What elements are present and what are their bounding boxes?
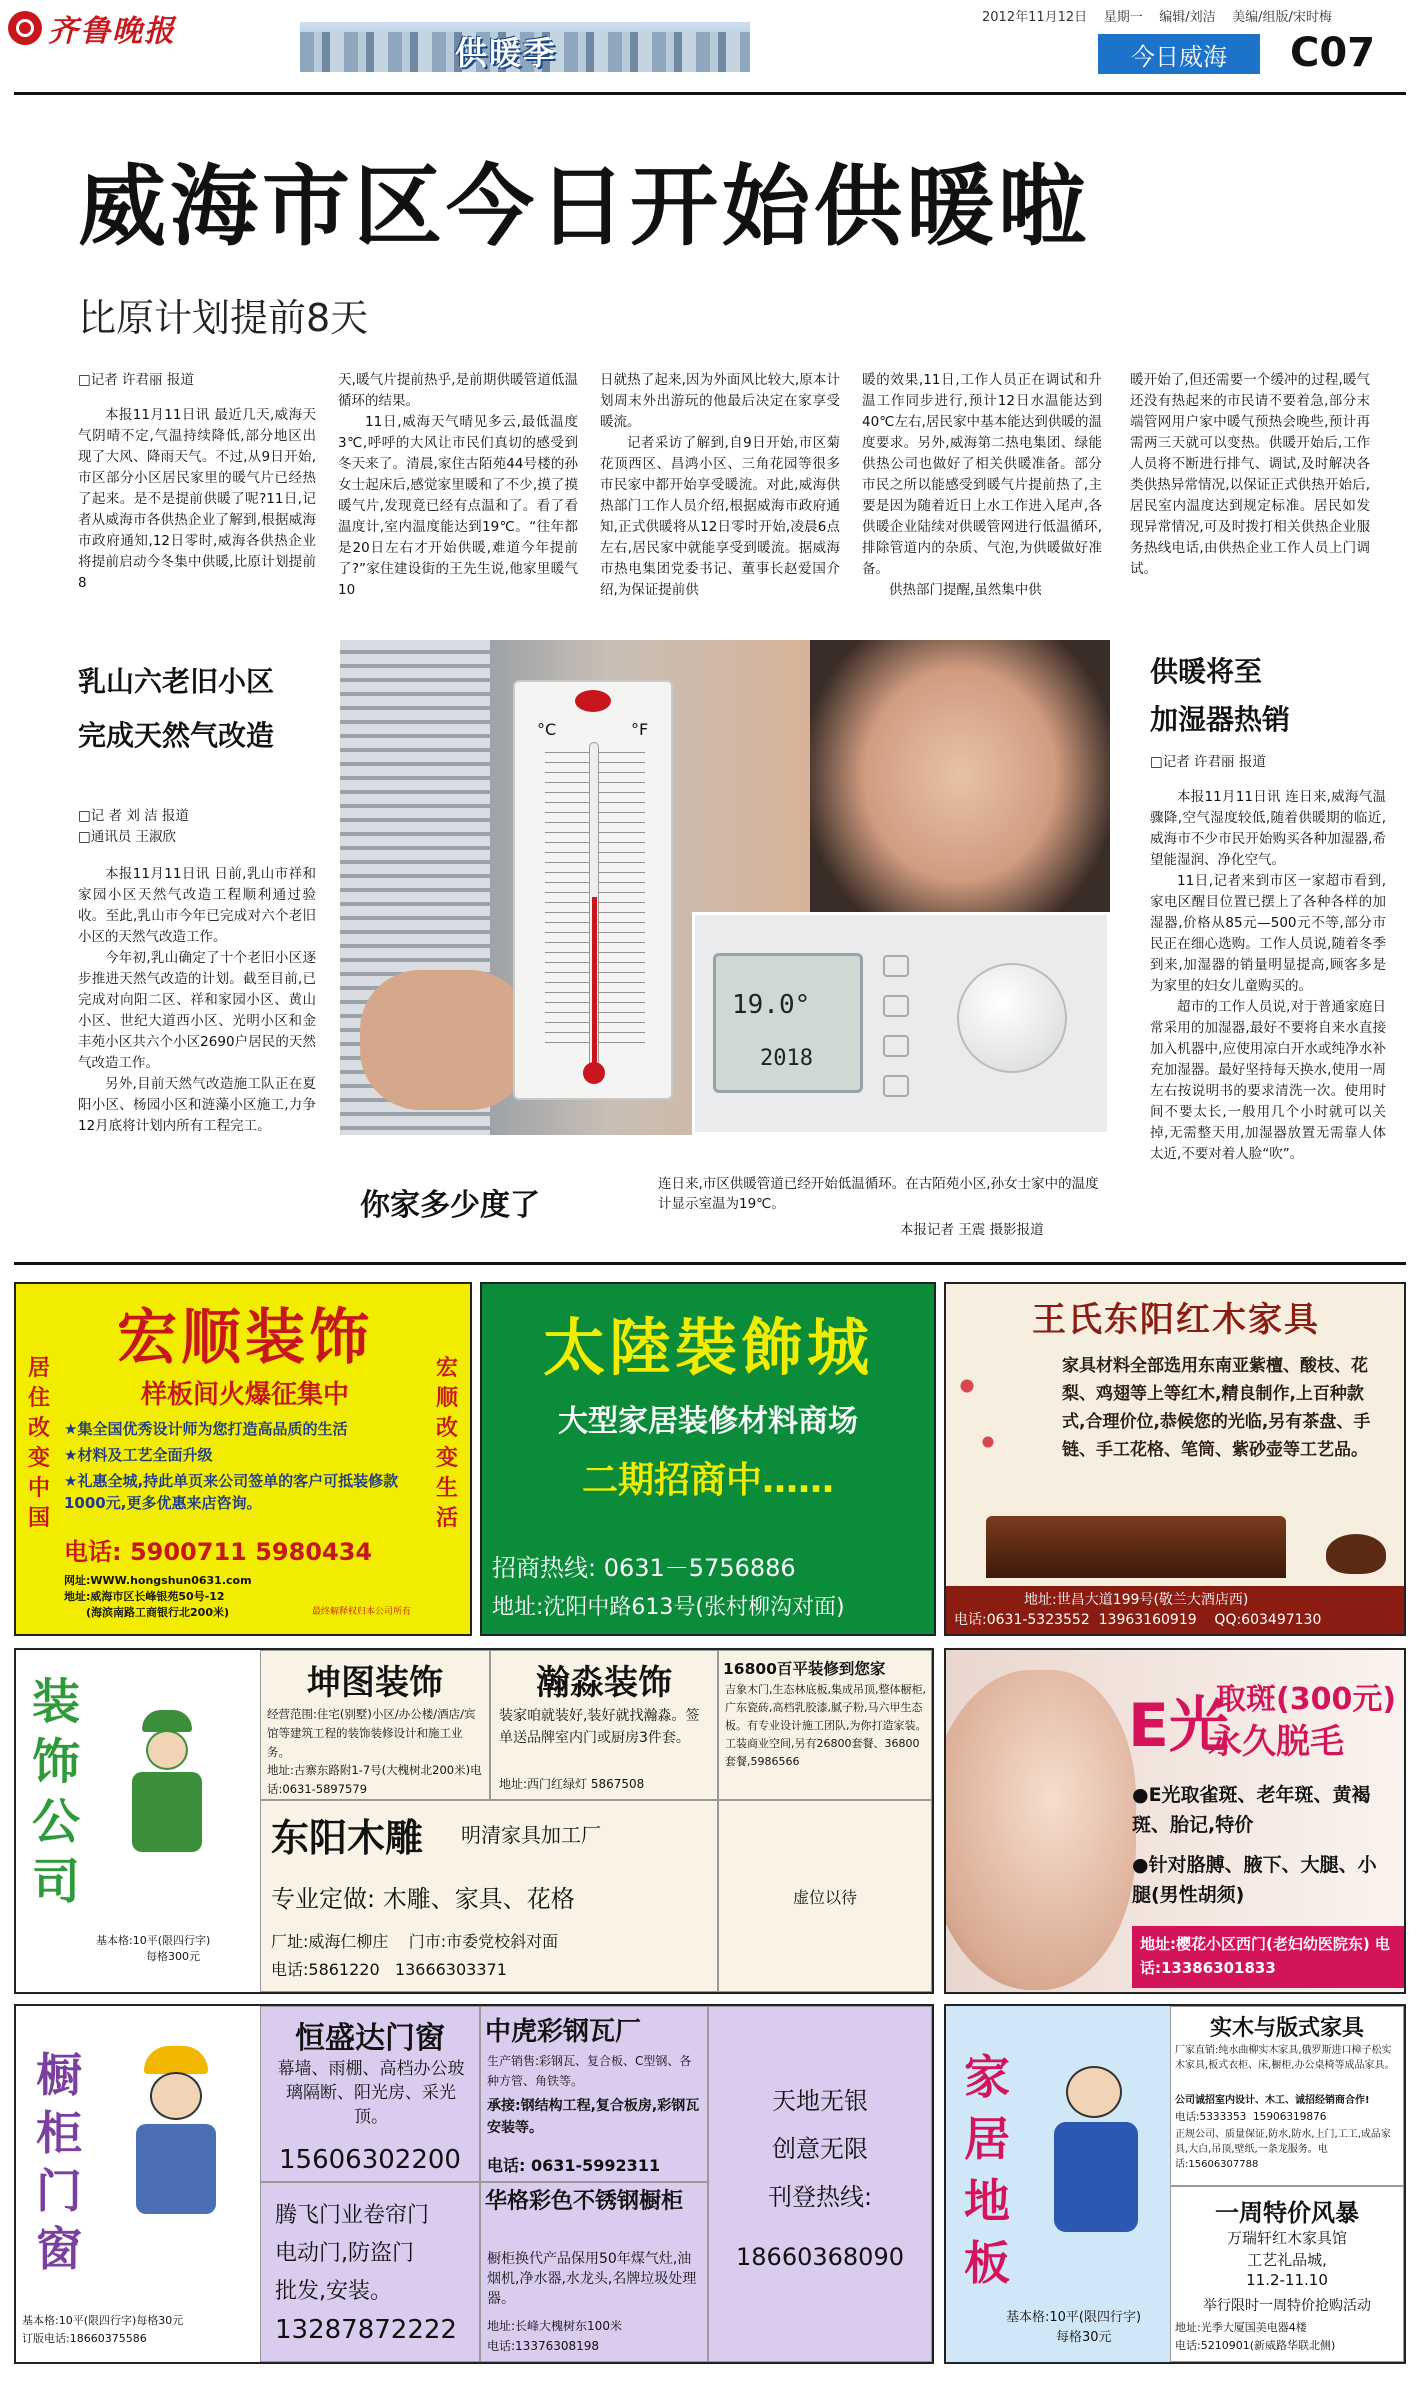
thermometer-fahrenheit-label: °F [631,720,649,739]
ad-tengfei-description: 腾飞门业卷帘门 电动门,防盗门 批发,安装。 [275,2203,430,2304]
ad-week [1170,2186,1404,2362]
hand-image [360,970,530,1110]
ad-dongyang-phone: 电话:5861220 13666303371 [271,1960,507,1979]
photo-credit: 本报记者 王震 摄影报道 [900,1222,1044,1238]
thermostat-temperature-readout: 19.0° [732,990,811,1020]
thermometer-celsius-label: °C [537,720,557,739]
news-bottom-rule [14,1262,1406,1265]
lead-paragraph: 本报11月11日讯 最近几天,威海天气阴晴不定,气温持续降低,部分地区出现了大风、降雨天气。不过,从9日开始,市区部分小区居民家里的暖气片已经热了起来。是不是提前供暖了呢?11日,记者从威海市各供热企业了解到,根据威海市政府通知,12日零时,威海各供热企业将提前启动今冬集中供暖,比原计划提前8 [78,407,316,591]
ad-eguang-title: 取斑(300元) [1216,1682,1397,1717]
ad-dongyang [260,1800,718,1992]
ad-week-shop: 工艺礼品城, [1247,2251,1327,2269]
cabinet-label: 橱柜门窗 [36,2048,82,2276]
ad-eguang-bullet: ●针对胳膊、腋下、大腿、小腿(男性胡须) [1132,1854,1377,1906]
ad-wang-address: 地址:世昌大道199号(敬兰大酒店西) [1024,1592,1249,1608]
thermostat-dial [957,963,1067,1073]
flooring-base-price: 每格30元 [1056,2330,1112,2345]
thermostat-button [883,1035,909,1057]
lead-column-2 [338,370,578,601]
face-image [810,640,1110,940]
ad-hanmiao-name: 瀚淼装饰 [536,1663,672,1703]
ad-wang-footer [946,1586,1404,1634]
section-badge [1098,34,1260,74]
ad-zhonghong [480,2006,708,2182]
ad-huage [480,2182,708,2362]
ad-block-flooring [944,2004,1406,2364]
cabinet-label-cell [16,2006,256,2362]
ad-tengfei [260,2182,480,2362]
logo-emblem-icon [8,11,42,45]
ad-hanmiao [490,1650,718,1800]
ad-hengsheng-description: 幕墙、雨棚、高档办公玻璃隔断、阳光房、采光顶。 [277,2059,465,2127]
teapot-image [1326,1534,1386,1574]
header-rule [14,92,1406,95]
ad-dongyang-address: 厂址:威海仁柳庄 门市:市委党校斜对面 [271,1932,559,1951]
ad-tailu [480,1282,936,1636]
ad-zhonghong-description: 生产销售:彩钢瓦、复合板、C型钢、各种方管、角铁等。 [487,2054,692,2088]
lead-paragraph: 天,暖气片提前热乎,是前期供暖管道低温循环的结果。 [338,372,578,409]
ad-kuntu-description: 经营范围:住宅(别墅)小区/办公楼/酒店/宾馆等建筑工程的装饰装修设计和施工业务。 [267,1707,476,1759]
ad-hengsheng-name: 恒盛达门窗 [295,2021,445,2056]
flooring-label: 家居地板 [964,2050,1010,2290]
ad-wang-description: 家具材料全部选用东南亚紫檀、酸枝、花梨、鸡翅等上等红木,精良制作,上百种款式,合理价位,恭候您的光临,另有茶盘、手链、手工花格、笔筒、紫砂壶等工艺品。 [1062,1356,1371,1460]
lead-paragraph: 11日,威海天气晴见多云,最低温度3℃,呼呼的大风让市民们真切的感受到冬天来了。清晨,家住古陌苑44号楼的孙女士起床后,感觉家里暖和了不少,摸了摸暖气片,发现竟已经有点温和了。看了看温度计,室内温度能达到19℃。“往年都是20日左右才开始供暖,难道今年提前了?”家住建设街的王先生说,他家里暖气10 [338,414,578,598]
ad-tailu-promo: 二期招商中…… [581,1460,834,1501]
ad-block-decoration [14,1648,934,1994]
flooring-base-price: 基本格:10平(限四行字) [1006,2310,1142,2325]
ad-tailu-sub: 大型家居装修材料商场 [558,1404,858,1439]
ad-hanmiao-description: 装家咱就装好,装好就找瀚淼。签单送品牌室内门或厨房3件套。 [499,1708,700,1746]
right-story-body [1150,752,1386,1165]
thermostat-button [883,955,909,977]
ad-shimu-phone: 电话:5333353 15906319876 [1175,2111,1327,2123]
lead-paragraph: 记者采访了解到,自9日开始,市区菊花顶西区、昌鸿小区、三角花园等很多市民家中都开始享受暖流。对此,威海供热部门工作人员介绍,根据威海市政府通知,正式供暖将从12日零时开始,凌晨6点左右,居民家中就能享受到暖流。据威海市热电集团党委书记、董事长赵爱国介绍,为保证提前供 [600,435,840,598]
ad-week-address: 地址:光季大厦国美电器4楼 [1175,2321,1307,2334]
ad-vacancy-text: 虚位以待 [792,1887,857,1907]
right-story-paragraph: 11日,记者来到市区一家超市看到,家电区醒目位置已摆上了各种各样的加湿器,价格从85元—500元不等,部分市民正在细心选购。工作人员说,随着冬季到来,加湿器的销量明显提高,顾客多是为家里的妇女儿童购买的。 [1150,873,1386,994]
ad-eguang [944,1648,1406,1994]
main-photo [340,640,1110,1135]
ad-tengfei-phone: 13287872222 [275,2315,457,2345]
thermostat-inset [692,912,1110,1135]
ad-shimu-name: 实木与版式家具 [1209,2016,1364,2041]
ad-shimu-note: 公司诚招室内设计、木工、诚招经销商合作! [1175,2095,1370,2106]
decoration-label: 装饰公司 [32,1674,81,1910]
masthead-logo [8,6,218,50]
ad-hengsheng-phone: 15606302200 [279,2145,461,2175]
right-story-title-line: 加湿器热销 [1150,703,1291,736]
ad-eguang-address: 地址:樱花小区西门(老妇幼医院东) 电话:13386301833 [1140,1935,1390,1977]
ad-wang [944,1282,1406,1636]
ad-week-phone: 电话:5210901(新威路华联北侧) [1175,2339,1336,2352]
furniture-image [986,1516,1286,1578]
ad-hongshun-side-left: 居住改变中国 [28,1356,51,1531]
cabinet-order-phone: 订版电话:18660375586 [22,2332,147,2345]
lead-paragraph: 供热部门提醒,虽然集中供 [889,582,1042,598]
left-story-body [78,806,316,1137]
left-story-paragraph: 本报11月11日讯 日前,乳山市祥和家园小区天然气改造工程顺利通过验收。至此,乳山市今年已完成对六个老旧小区的天然气改造工作。 [78,866,316,945]
ad-shimu [1170,2006,1404,2186]
ad-eguang-title: 永久脱毛 [1208,1722,1344,1762]
ad-huage-address: 地址:长峰大槐树东100米 [487,2319,622,2333]
thermostat-button [883,1075,909,1097]
ad-deal-description: 吉象木门,生态林底板,集成吊顶,整体橱柜,广东瓷砖,高档乳胶漆,腻子粉,马六甲生态板。有专业设计施工团队,为你打造家装。工装商业空间,另有26800套餐、36800套餐,5986566 [725,1683,927,1768]
right-story-byline: □记者 许君丽 报道 [1150,754,1266,770]
thermometer-mercury [592,897,597,1067]
ad-week-description: 举行限时一周特价抢购活动 [1203,2298,1371,2314]
ad-deal [718,1650,932,1800]
left-story-title-line: 乳山六老旧小区 [78,665,275,698]
ad-tailu-name: 太陸裝飾城 [542,1311,873,1384]
ad-hongshun-name: 宏顺装饰 [117,1303,373,1373]
page-number: C07 [1290,30,1376,76]
decoration-base-price: 每格300元 [146,1950,200,1963]
ad-hongshun-phone: 电话: 5900711 5980434 [64,1538,373,1566]
ad-hongshun [14,1282,472,1636]
ad-week-title: 一周特价风暴 [1215,2199,1359,2227]
lead-column-1 [78,370,316,594]
ad-eguang-mark: E光 [1128,1691,1229,1761]
thermometer-bulb [583,1062,605,1084]
banner-text: 供暖季 [455,34,558,72]
ad-shimu-description: 厂家直销:纯水曲柳实木家具,俄罗斯进口樟子松实木家具,板式衣柜、床,橱柜,办公桌椅等成品家具。 [1175,2045,1395,2071]
plumber-figure-image [1036,2066,1156,2266]
cabinet-base-price: 基本格:10平(限四行字)每格30元 [22,2314,184,2327]
ad-hongshun-slogan: 样板间火爆征集中 [140,1380,349,1410]
ad-hongshun-address: (海滨南路工商银行北200米) [86,1606,230,1619]
ad-eguang-bullet: ●E光取雀斑、老年斑、黄褐斑、胎记,特价 [1132,1784,1371,1836]
ad-tiandi-text: 天地无银 创意无限 刊登热线: [767,2087,873,2211]
ad-tailu-address: 地址:沈阳中路613号(张村柳沟对面) [492,1595,845,1620]
plum-blossom-image [946,1344,1016,1484]
flooring-label-cell [946,2006,1170,2362]
ad-hongshun-note: 最终解释权归本公司所有 [312,1607,412,1617]
decoration-label-cell [16,1650,256,1992]
ad-hongshun-side-right: 宏顺改变生活 [436,1356,459,1531]
thermometer-image [513,680,673,1100]
ad-kuntu-address: 地址:古寨东路附1-7号(大槐树北200米)电话:0631-5897579 [267,1763,482,1796]
ad-zhonghong-phone: 电话: 0631-5992311 [487,2156,661,2175]
ad-kuntu [260,1650,490,1800]
ad-dongyang-name: 东阳木雕 [271,1816,424,1860]
ad-vacancy [718,1800,932,1992]
ad-shimu-extra: 正规公司、质量保证,防水,防水,上门,工工,成品家具,大白,吊顶,壁纸,一条龙服务。电话:15606307788 [1175,2129,1391,2170]
ad-wang-name: 王氏东阳红木家具 [1032,1300,1320,1340]
ad-zhonghong-name: 中虎彩钢瓦厂 [485,2017,642,2047]
lead-paragraph: 日就热了起来,因为外面风比较大,原本计划周末外出游玩的他最后决定在家享受暖流。 [600,372,840,430]
left-story-title [78,655,274,763]
ad-hongshun-bullet: ★集全国优秀设计师为您打造高品质的生活 [64,1420,348,1438]
ad-hanmiao-address: 地址:西门红绿灯 5867508 [499,1777,645,1791]
lead-column-3 [600,370,840,601]
ad-week-dates: 11.2-11.10 [1246,2271,1328,2289]
left-story-paragraph: 另外,目前天然气改造施工队正在夏阳小区、杨园小区和涟藻小区施工,力争12月底将计划内所有工程完工。 [78,1076,316,1134]
thermostat-screen [713,953,863,1093]
worker-figure-image [112,1710,222,1890]
ad-tailu-phone: 招商热线: 0631－5756886 [492,1554,796,1582]
lead-paragraph: 暖的效果,11日,工作人员正在调试和升温工作同步进行,预计12日水温能达到40℃左右,居民家中基本能达到供暖的温度要求。另外,威海第二热电集团、绿能供热公司也做好了相关供暖准备。部分市民之所以能感受到暖气片提前热了,主要是因为随着近日上水工作进入尾声,各供暖企业陆续对供暖管网进行低温循环,排除管道内的杂质、气泡,为供暖做好准备。 [862,372,1102,577]
ad-huage-phone: 电话:13376308198 [487,2339,600,2353]
thermostat-year-readout: 2018 [760,1046,813,1071]
cabinet-worker-image [116,2046,236,2246]
ad-block-cabinet [14,2004,934,2364]
lead-byline: □记者 许君丽 报道 [78,372,194,388]
ad-dongyang-subtitle: 明清家具加工厂 [461,1823,601,1847]
ad-hongshun-address: 地址:威海市区长峰银苑50号-12 [64,1590,225,1603]
ad-hongshun-bullet: ★材料及工艺全面升级 [64,1446,213,1464]
ad-deal-title: 16800百平装修到您家 [723,1660,886,1678]
ad-hengsheng [260,2006,480,2182]
thermometer-brand-icon [575,690,611,712]
left-story-title-line: 完成天然气改造 [78,719,275,752]
thermostat-button [883,995,909,1017]
lead-column-5 [1130,370,1370,580]
decoration-base-price: 基本格:10平(限四行字) [96,1934,211,1947]
photo-caption: 连日来,市区供暖管道已经开始低温循环。在古陌苑小区,孙女士家中的温度计显示室温为19℃。 [658,1176,1099,1212]
ad-week-shop: 万瑞轩红木家具馆 [1226,2229,1347,2247]
ad-hongshun-bullet: ★礼惠全城,持此单页来公司签单的客户可抵装修款1000元,更多优惠来店咨询。 [64,1472,399,1512]
masthead-name: 齐鲁晚报 [48,14,176,49]
right-story-paragraph: 本报11月11日讯 连日来,威海气温骤降,空气湿度较低,随着供暖期的临近,威海市不少市民开始购买各种加湿器,希望能湿润、净化空气。 [1150,789,1386,868]
lead-subhead: 比原计划提前8天 [78,296,369,340]
right-story-title [1150,648,1290,744]
left-story-byline: □记 者 刘 洁 报道 [78,808,189,824]
ad-huage-name: 华格彩色不锈钢橱柜 [485,2189,684,2214]
lead-headline: 威海市区今日开始供暖啦 [78,154,1091,258]
ad-zhonghong-description: 承接:钢结构工程,复合板房,彩钢瓦安装等。 [487,2098,700,2136]
left-story-paragraph: 今年初,乳山确定了十个老旧小区逐步推进天然气改造的计划。截至目前,已完成对向阳二区、祥和家园小区、黄山小区、世纪大道西小区、光明小区和金丰苑小区共六个小区2690户居民的天然气改造工作。 [78,950,316,1071]
photo-title: 你家多少度了 [360,1188,540,1223]
ad-eguang-footer [1132,1926,1404,1988]
right-story-title-line: 供暖将至 [1150,655,1263,688]
ad-tiandi [708,2006,932,2362]
right-story-paragraph: 超市的工作人员说,对于普通家庭日常采用的加湿器,最好不要将自来水直接加入机器中,应使用凉白开水或纯净水补充加湿器。最好坚持每天换水,使用一周左右按说明书的要求清洗一次。使用时间不要太长,一般用几个小时就可以关掉,无需整天用,加湿器放置无需靠人体太近,不要对着人脸“吹”。 [1150,999,1386,1162]
date-line: 2012年11月12日 星期一 编辑/刘洁 美编/组版/宋时梅 [982,10,1332,25]
lead-paragraph: 暖开始了,但还需要一个缓冲的过程,暖气还没有热起来的市民请不要着急,部分末端管网用户家中暖气预热会晚些,预计再需两三天就可以变热。供暖开始后,工作人员将不断进行排气、调试,及时解决各类供热异常情况,以保证正式供热开始后,居民室内温度达到规定标准。居民如发现异常情况,可及时拨打相关供热企业服务热线电话,由供热企业工作人员上门调试。 [1130,372,1370,577]
ad-dongyang-line: 专业定做: 木雕、家具、花格 [271,1885,575,1913]
ad-hongshun-web: 网址:WWW.hongshun0631.com [64,1574,252,1587]
ad-tiandi-phone: 18660368090 [736,2243,904,2271]
section-name: 今日威海 [1131,42,1227,71]
left-story-byline: □通讯员 王淑欣 [78,829,177,845]
ad-kuntu-name: 坤图装饰 [307,1663,443,1703]
ad-wang-phone: 电话:0631-5323552 13963160919 QQ:603497130 [954,1612,1322,1628]
lead-column-4 [862,370,1102,601]
header-banner [300,22,750,72]
ad-huage-description: 橱柜换代产品保用50年煤气灶,油烟机,净水器,水龙头,名牌垃圾处理器。 [487,2251,697,2307]
woman-face-image [944,1670,1136,1990]
